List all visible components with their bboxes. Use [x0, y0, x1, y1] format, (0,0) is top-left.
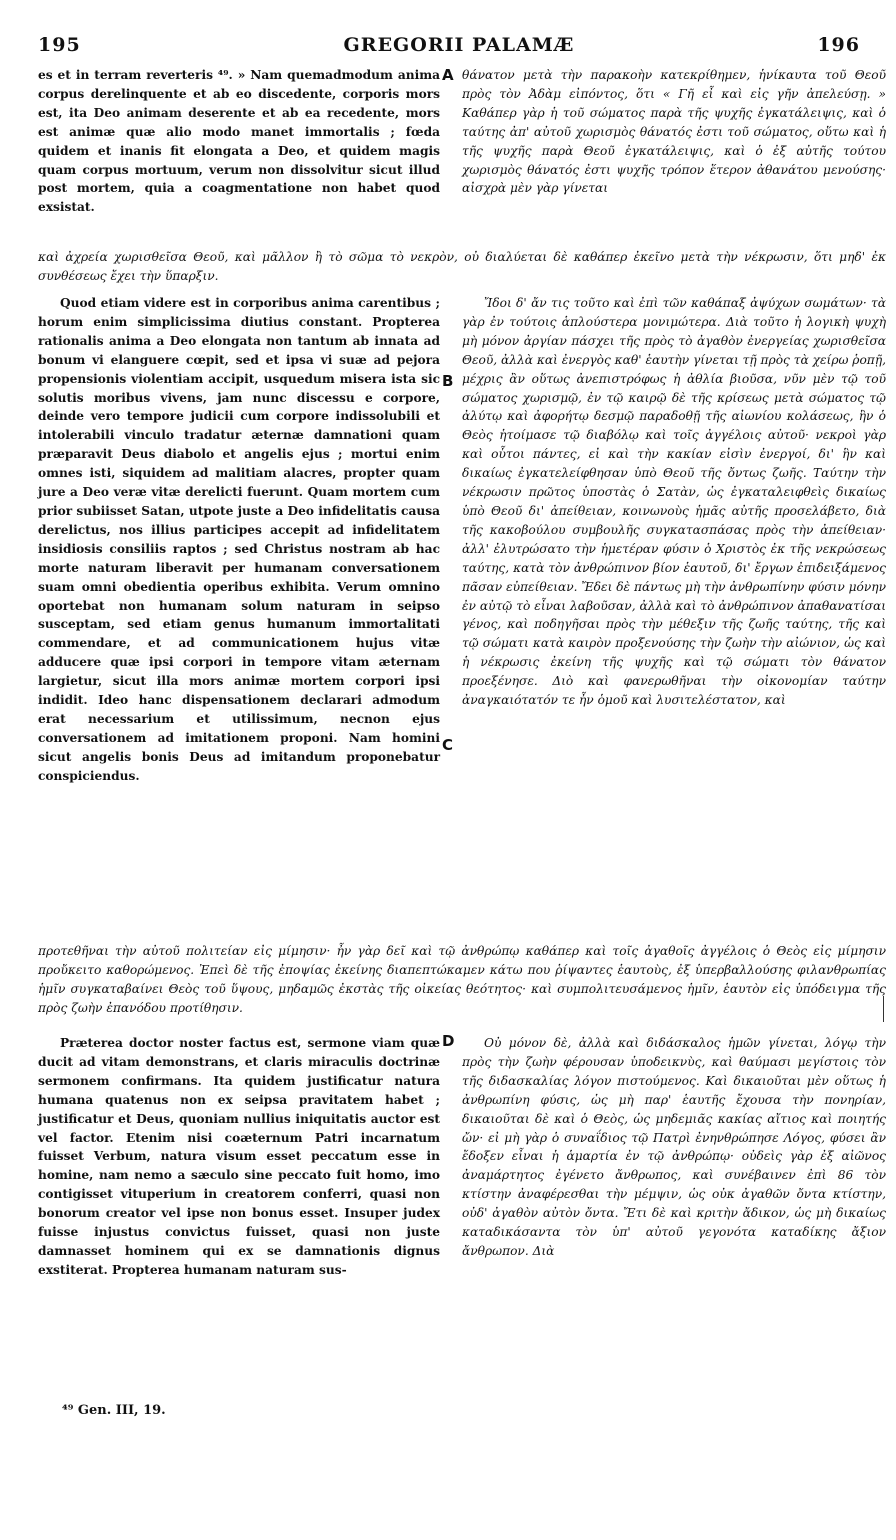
page-number-right: 196 — [817, 34, 860, 56]
running-header — [38, 34, 880, 60]
margin-letter-a: A — [442, 66, 454, 84]
greek-paragraph-2: Ἴδοι δ' ἄν τις τοῦτο καὶ ἐπὶ τῶν καθάπαξ ἀψύχων σωμάτων· τὰ γὰρ ἐν τούτοις ἁπλούστερα μονιμώτερα. Διὰ τοῦτο ἡ λογικὴ ψυχὴ μὴ μόνον ἀργίαν πάσχει τῆς πρὸς τὸ ἀγαθὸν ἐνεργείας χωρισθεῖσα Θεοῦ, ἀλλὰ καὶ ἐνεργὸς καθ' ἑαυτὴν γίνεται τῇ πρὸς τὰ χείρω ῥοπῇ, μέχρις ἂν οὕτως ἀνεπιστρόφως ἡ ἀθλία βιοῦσα, νῦν μὲν τῷ τοῦ σώματος χωρισμῷ, ἐν τῷ καιρῷ δὲ τῆς κρίσεως μετὰ σώματος τῷ ἀλύτῳ καὶ ἀφορήτῳ δεσμῷ παραδοθῇ τῆς αἰωνίου κολάσεως, ἣν ὁ Θεὸς ἡτοίμασε τῷ διαβόλῳ καὶ τοῖς ἀγγέλοις αὐτοῦ· νεκροὶ γὰρ καὶ οὗτοι πάντες, εἰ καὶ τὴν κακίαν εἰσὶν ἐνεργοί, δι' ἣν καὶ δικαίως ἐγκατελείφθησαν ὑπὸ Θεοῦ τῆς ὄντως ζωῆς. Ταύτην τὴν νέκρωσιν πρῶτος ὑποστὰς ὁ Σατὰν, ὡς ἐγκαταλειφθεὶς δικαίως ὑπὸ Θεοῦ δι' ἀπείθειαν, κοινωνοὺς ἡμᾶς αὐτῆς προσελάβετο, διὰ τῆς κακοβούλου συμβουλῆς συγκατασπάσας πρὸς τὴν ἀπείθειαν· ἀλλ' ἐλυτρώσατο τὴν ἡμετέραν φύσιν ὁ Χριστὸς ἐκ τῆς νεκρώσεως ταύτης, κατὰ τὸν ἀνθρώπινον βίον ἑαυτοῦ, δι' ἔργων ἐπιδειξάμενος πᾶσαν εὐπείθειαν. Ἔδει δὲ πάντως μὴ τὴν ἀνθρωπίνην φύσιν μόνην ἐν αὐτῷ τὸ εἶναι λαβοῦσαν, ἀλλὰ καὶ τὸ ἀνθρώπινον ἀπαθανατίσαι γένος, καὶ ποδηγῆσαι πρὸς τὴν μέθεξιν τῆς ζωῆς ταύτης, τῆς καὶ τῷ σώματι κατὰ καιρὸν προξενούσης τὴν ζωὴν τὴν αἰώνιον, ὡς καὶ ἡ νέκρωσις ἐκείνη τῆς ψυχῆς καὶ τῷ σώματι τὸν θάνατον προεξένησε. Διὸ καὶ φανερωθῆναι τὴν οἰκονομίαν ταύτην ἀναγκαιότατόν τε ἦν ὁμοῦ καὶ λυσιτελέστατον, καὶ — [462, 296, 886, 708]
latin-paragraph-1: es et in terram reverteris ⁴⁹. » Nam quemadmodum anima corpus derelinquente et ab eo discedente, corporis mors est, ita Deo animam deserente et ab ea recedente, mors est animæ quæ alio modo manet immortalis ; fœda quidem et inanis fit elongata a Deo, et quidem magis quam corpus mortuum, verum non dissolvitur sicut illud post mortem, quia a coagmentatione non habet quod exsistat. — [38, 68, 440, 215]
running-title: GREGORII PALAMÆ — [343, 34, 575, 56]
margin-letter-c: C — [442, 736, 454, 754]
margin-letter-b: B — [442, 372, 454, 390]
page-number-left: 195 — [38, 34, 81, 56]
greek-fullwidth-1: καὶ ἀχρεία χωρισθεῖσα Θεοῦ, καὶ μᾶλλον ἢ τὸ σῶμα τὸ νεκρὸν, οὐ διαλύεται δὲ καθάπερ ἐκεῖνο μετὰ τὴν νέκρωσιν, ὅτι μηδ' ἐκ συνθέσεως ἔχει τὴν ὕπαρξιν. — [38, 250, 886, 283]
footnote: ⁴⁹ Gen. III, 19. — [62, 1403, 166, 1418]
margin-letter-d: D — [442, 1032, 455, 1050]
greek-fullwidth-2: προτεθῆναι τὴν αὐτοῦ πολιτείαν εἰς μίμησιν· ἦν γὰρ δεῖ καὶ τῷ ἀνθρώπῳ καθάπερ καὶ τοῖς ἀγαθοῖς ἀγγέλοις ὁ Θεὸς εἰς μίμησιν προὔκειτο καθορώμενος. Ἐπεὶ δὲ τῆς ἐποψίας ἐκείνης διαπεπτώκαμεν κάτω που ῥίψαντες ἑαυτοὺς, ἐξ ὑπερβαλλούσης φιλανθρωπίας ἡμῖν συγκαταβαίνει Θεὸς τοῦ ὕψους, μηδαμῶς ἐκστὰς τῆς οἰκείας θεότητος· καὶ συμπολιτευσάμενος ἡμῖν, ἑαυτὸν εἰς ὑπόδειγμα τῆς πρὸς ζωὴν ἐπανόδου προτίθησιν. — [38, 944, 886, 1015]
greek-paragraph-1: θάνατον μετὰ τὴν παρακοὴν κατεκρίθημεν, ἡνίκαυτα τοῦ Θεοῦ πρὸς τὸν Ἀδὰμ εἰπόντος, ὅτι « Γῆ εἶ καὶ εἰς γῆν ἀπελεύσῃ. » Καθάπερ γὰρ ἡ τοῦ σώματος παρὰ τῆς ψυχῆς ἐγκατάλειψις, καὶ ὁ ταύτης ἀπ' αὐτοῦ χωρισμὸς θάνατός ἐστι τοῦ σώματος, οὕτω καὶ ἡ τῆς ψυχῆς παρὰ Θεοῦ ἐγκατάλειψις, καὶ ὁ ἐξ αὐτῆς τούτου χωρισμὸς θάνατός ἐστι ψυχῆς τρόπον ἕτερον ἀθανάτου μενούσης· αἰσχρὰ μὲν γὰρ γίνεται — [462, 68, 886, 196]
greek-paragraph-3: Οὐ μόνον δὲ, ἀλλὰ καὶ διδάσκαλος ἡμῶν γίνεται, λόγῳ τὴν πρὸς τὴν ζωὴν φέρουσαν ὑποδεικνὺς, καὶ θαύμασι μεγίστοις τὸν τῆς διδασκαλίας λόγον πιστούμενος. Καὶ δικαιοῦται μὲν οὕτως ἡ ἀνθρωπίνη φύσις, ὡς μὴ παρ' ἑαυτῆς ἔχουσα τὴν πονηρίαν, δικαιοῦται δὲ καὶ ὁ Θεὸς, ὡς μηδεμιᾶς κακίας αἴτιος καὶ ποιητής ὤν· εἰ μὴ γὰρ ὁ συναΐδιος τῷ Πατρὶ ἐνηνθρώπησε Λόγος, φύσει ἂν ἔδοξεν εἶναι ἡ ἁμαρτία ἐν τῷ ἀνθρώπῳ· οὐδεὶς γὰρ ἐξ αἰῶνος ἀναμάρτητος ἐγένετο ἄνθρωπος, καὶ συνέβαινεν ἐπὶ 86 τὸν κτίστην ἀναφέρεσθαι τὴν μέμψιν, ὡς οὐκ ἀγαθῶν ὄντα κτίστην, οὐδ' ἀγαθὸν αὐτὸν ὄντα. Ἔτι δὲ καὶ κριτὴν ἄδικον, ὡς μὴ δικαίως καταδικάσαντα τὸν ὑπ' αὐτοῦ γεγονότα καταδίκης ἄξιον ἄνθρωπον. Διὰ — [462, 1036, 886, 1258]
latin-paragraph-2: Quod etiam videre est in corporibus anima carentibus ; horum enim simplicissima diutius constant. Propterea rationalis anima a Deo elongata non tantum ab innata ad bonum vi elanguere cœpit, sed et ipsa vi suæ ad pejora propensionis violentiam accipit, usquedum misera ista sic solutis moribus vivens, jam nunc discessu e corpore, deinde vero tempore judicii cum corpore indissolubili et intolerabili vinculo tradatur æternæ damnationi quam præparavit Deus diabolo et angelis ejus ; mortui enim omnes isti, siquidem ad malitiam alacres, propter quam jure a Deo veræ vitæ derelicti fuerunt. Quam mortem cum prior subiisset Satan, utpote juste a Deo infidelitatis causa derelictus, nos illius participes accepit ad infidelitatem insidiosis consiliis raptos ; sed Christus nostram ab hac morte naturam liberavit per humanam conversationem suam omni obedientia operibus exhibita. Verum omnino oportebat non humanam solum naturam in seipso susceptam, sed etiam genus humanum immortalitati commendare, et ad communicationem hujus vitæ adducere quæ ipsi corpori in tempore vitam æternam largietur, sicut illa mors animæ mortem corpori ipsi indidit. Ideo hanc dispensationem declarari admodum erat necessarium et utilissimum, necnon ejus conversationem ad imitationem proponi. Nam homini sicut angelis bonis Deus ad imitandum proponebatur conspiciendus. — [38, 296, 440, 783]
page-edge-mark — [883, 996, 884, 1022]
latin-paragraph-3: Præterea doctor noster factus est, sermone viam quæ ducit ad vitam demonstrans, et claris miraculis doctrinæ sermonem confirmans. Ita quidem justificatur natura humana quatenus non ex seipsa pravitatem habet ; justificatur et Deus, quoniam nullius iniquitatis auctor est vel factor. Etenim nisi coæternum Patri incarnatum fuisset Verbum, natura visum esset peccatum esse in homine, nam nemo a sæculo sine peccato fuit homo, imo contigisset vituperium in creatorem conferri, quasi non bonorum creator vel ipse non bonus esset. Insuper judex fuisse injustus convictus fuisset, quasi non juste damnasset hominem qui ex se damnationis dignus exstiterat. Propterea humanam naturam sus- — [38, 1036, 440, 1277]
